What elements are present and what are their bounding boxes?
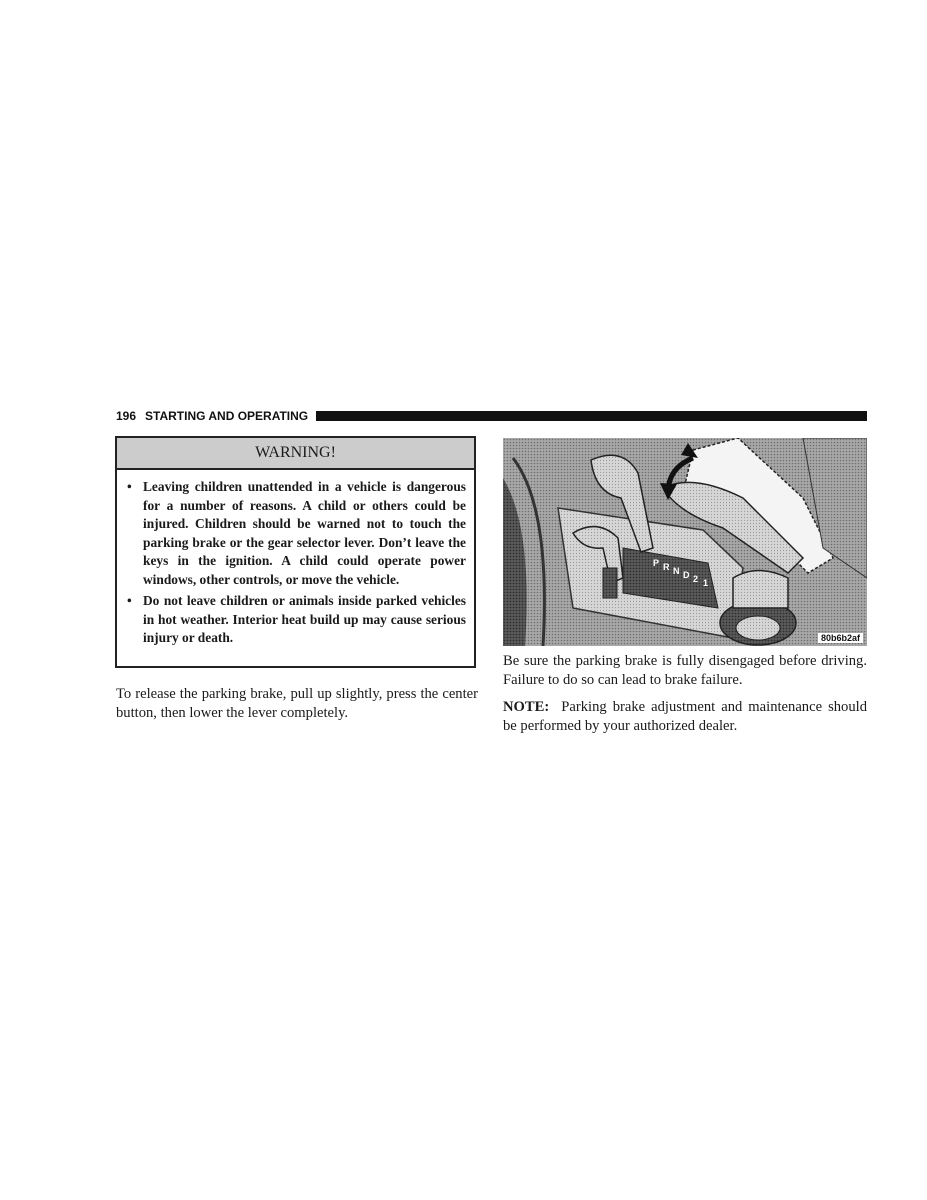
warning-list bbox=[117, 470, 474, 648]
section-title: STARTING AND OPERATING bbox=[145, 409, 309, 423]
page-number: 196 bbox=[116, 409, 137, 423]
warning-item bbox=[127, 478, 466, 589]
warning-item-text: Do not leave children or animals inside parked vehicles in hot weather. Interior heat build up may cause serious injury or death. bbox=[143, 593, 466, 645]
gear-label: P bbox=[653, 558, 660, 568]
note-paragraph bbox=[503, 698, 867, 736]
bullet-icon: • bbox=[127, 479, 132, 494]
parking-brake-figure bbox=[503, 438, 867, 646]
gear-label: N bbox=[673, 566, 680, 576]
warning-title: WARNING! bbox=[117, 438, 474, 470]
warning-item-text: Leaving children unattended in a vehicle is dangerous for a number of reasons. A child or others could be injured. Children should be warned not to touch the parking brake or the gear selector lever. Don’t leave the keys in the ignition. A child could operate power windows, other controls, or move the vehicle. bbox=[143, 479, 466, 587]
release-instructions: To release the parking brake, pull up slightly, press the center button, then lower the lever completely. bbox=[116, 686, 478, 721]
figure-code: 80b6b2af bbox=[818, 633, 863, 643]
page-header bbox=[116, 408, 867, 424]
note-text: Parking brake adjustment and maintenance should be performed by your authorized dealer. bbox=[503, 699, 867, 734]
disengage-warning: Be sure the parking brake is fully disengaged before driving. Failure to do so can lead to brake failure. bbox=[503, 653, 867, 688]
note-label: NOTE: bbox=[503, 699, 550, 715]
gear-label: 1 bbox=[703, 578, 709, 588]
parking-brake-illustration bbox=[503, 438, 867, 646]
header-rule bbox=[316, 411, 867, 421]
gear-label: R bbox=[663, 562, 670, 572]
bullet-icon: • bbox=[127, 593, 132, 608]
gear-label: 2 bbox=[693, 574, 699, 584]
warning-box bbox=[115, 436, 476, 668]
warning-item bbox=[127, 592, 466, 648]
gear-label: D bbox=[683, 570, 690, 580]
